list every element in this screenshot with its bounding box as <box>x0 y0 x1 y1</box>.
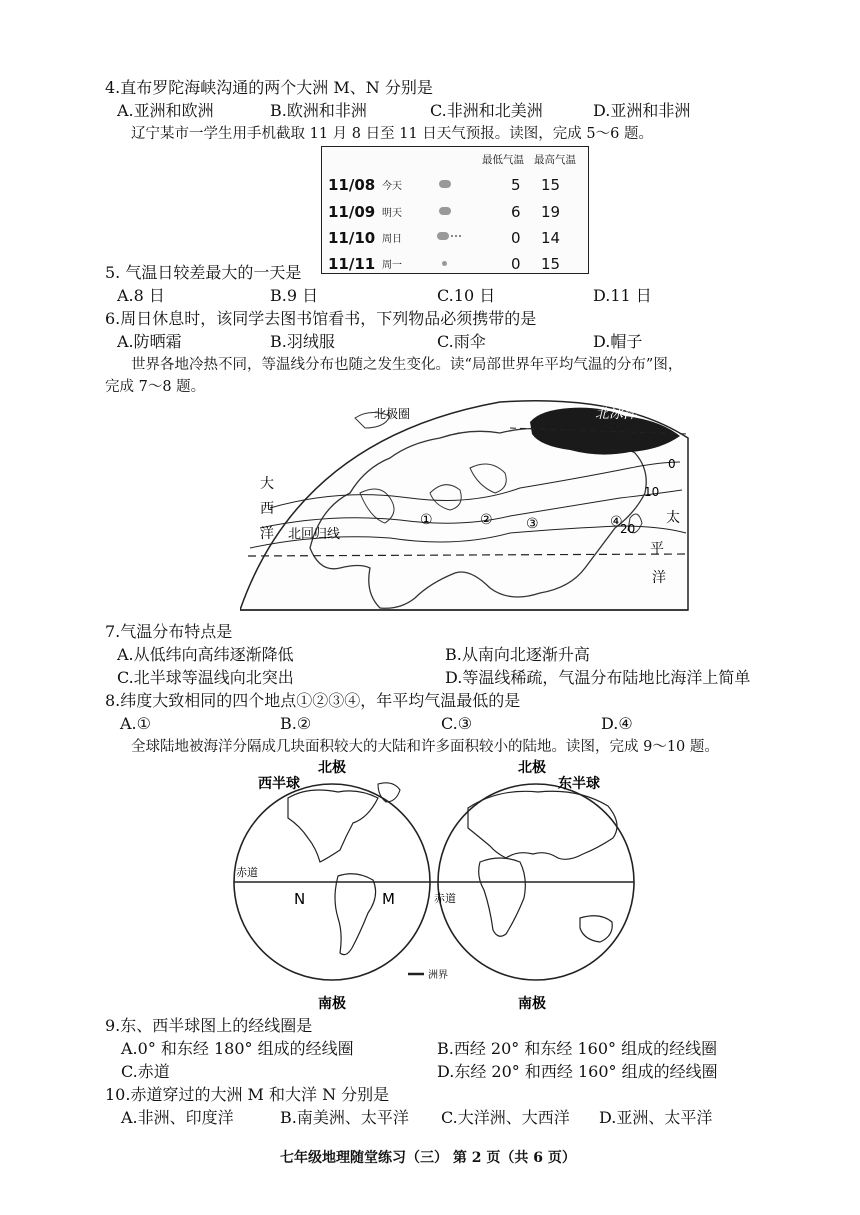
q4-option-a: A.亚洲和欧洲 <box>117 101 214 120</box>
map-label-pacific-2: 平 <box>650 541 664 557</box>
weather-high-3: 14 <box>541 229 561 247</box>
ocean-label-N: N <box>294 890 306 908</box>
isotherm-label-0: 0 <box>668 457 676 471</box>
cloudy-icon <box>439 180 451 188</box>
weather-day-1: 今天 <box>382 181 402 192</box>
weather-low-3: 0 <box>511 229 521 247</box>
q5-option-a: A.8 日 <box>117 286 165 305</box>
sunny-icon <box>442 261 447 266</box>
weather-date-4: 11/11 <box>328 255 376 273</box>
weather-high-2: 19 <box>541 203 561 221</box>
header-low-temp: 最低气温 <box>482 154 524 166</box>
q8-option-c: C.③ <box>441 714 473 733</box>
q8-option-b: B.② <box>280 714 312 733</box>
map-point-3: ③ <box>526 516 539 532</box>
q6-stem: 6.周日休息时，该同学去图书馆看书，下列物品必须携带的是 <box>105 309 537 328</box>
weather-date-1: 11/08 <box>328 176 376 194</box>
q7-option-b: B.从南向北逐渐升高 <box>445 645 590 664</box>
map-point-2: ② <box>480 512 493 528</box>
q6-option-a: A.防晒霜 <box>117 332 182 351</box>
q9-option-b: B.西经 20° 和东经 160° 组成的经线圈 <box>437 1039 718 1058</box>
q6-option-c: C.雨伞 <box>437 332 486 351</box>
map-point-1: ① <box>420 512 433 528</box>
q10-option-c: C.大洋洲、大西洋 <box>441 1108 570 1127</box>
q4-option-d: D.亚洲和非洲 <box>593 101 691 120</box>
north-pole-label-west: 北极 <box>318 760 346 776</box>
south-pole-label-west: 南极 <box>318 996 346 1012</box>
isotherm-label-20: 20 <box>620 522 636 536</box>
q8-option-d: D.④ <box>601 714 633 733</box>
weather-day-4: 周一 <box>382 260 402 271</box>
intro-5-6: 辽宁某市一学生用手机截取 11 月 8 日至 11 日天气预报。读图，完成 5～6 题。 <box>131 126 653 142</box>
weather-day-2: 明天 <box>382 208 402 219</box>
q5-option-c: C.10 日 <box>437 286 496 305</box>
map-label-tropic: 北回归线 <box>288 527 341 542</box>
q10-option-a: A.非洲、印度洋 <box>121 1108 234 1127</box>
map-label-arctic-ocean: 北冰洋 <box>595 406 637 422</box>
page-footer: 七年级地理随堂练习（三） 第 2 页（共 6 页） <box>280 1150 576 1166</box>
q10-option-d: D.亚洲、太平洋 <box>599 1108 713 1127</box>
map-label-pacific-3: 洋 <box>652 570 666 586</box>
east-hemisphere-label: 东半球 <box>558 776 600 792</box>
continent-label-M: M <box>382 890 395 908</box>
weather-forecast-panel <box>321 146 589 274</box>
q9-option-a: A.0° 和东经 180° 组成的经线圈 <box>121 1039 354 1058</box>
isotherm-label-10: 10 <box>644 485 660 499</box>
weather-high-4: 15 <box>541 255 561 273</box>
map-label-atlantic-3: 洋 <box>260 526 274 542</box>
q10-stem: 10.赤道穿过的大洲 M 和大洋 N 分别是 <box>105 1085 390 1104</box>
south-pole-label-east: 南极 <box>518 996 546 1012</box>
q8-stem: 8.纬度大致相同的四个地点①②③④，年平均气温最低的是 <box>105 691 521 710</box>
q7-option-d: D.等温线稀疏，气温分布陆地比海洋上简单 <box>445 668 751 687</box>
q4-option-c: C.非洲和北美洲 <box>430 101 543 120</box>
snow-icon <box>437 232 449 240</box>
legend-boundary-label: 洲界 <box>428 970 448 981</box>
map-label-atlantic-1: 大 <box>260 476 274 492</box>
weather-low-4: 0 <box>511 255 521 273</box>
map-label-arctic-circle: 北极圈 <box>374 407 411 421</box>
weather-low-2: 6 <box>511 203 521 221</box>
q8-option-a: A.① <box>120 714 151 733</box>
q7-option-c: C.北半球等温线向北突出 <box>117 668 294 687</box>
q6-option-d: D.帽子 <box>593 332 643 351</box>
q6-option-b: B.羽绒服 <box>270 332 335 351</box>
q7-stem: 7.气温分布特点是 <box>105 622 233 641</box>
q9-stem: 9.东、西半球图上的经线圈是 <box>105 1016 313 1035</box>
q5-option-d: D.11 日 <box>593 286 652 305</box>
weather-day-3: 周日 <box>382 234 402 245</box>
map-label-pacific-1: 太 <box>666 510 680 526</box>
weather-date-2: 11/09 <box>328 203 376 221</box>
equator-label-west: 赤道 <box>236 866 258 879</box>
q4-option-b: B.欧洲和非洲 <box>270 101 367 120</box>
weather-low-1: 5 <box>511 176 521 194</box>
intro-7-8-line2: 完成 7～8 题。 <box>105 379 206 395</box>
q10-option-b: B.南美洲、太平洋 <box>280 1108 409 1127</box>
equator-label-east: 赤道 <box>434 892 456 905</box>
header-high-temp: 最高气温 <box>534 154 576 166</box>
weather-date-3: 11/10 <box>328 229 376 247</box>
west-hemisphere-label: 西半球 <box>258 776 300 792</box>
map-point-4: ④ <box>610 514 623 530</box>
temperature-distribution-map <box>240 398 690 612</box>
north-pole-label-east: 北极 <box>518 760 546 776</box>
weather-high-1: 15 <box>541 176 561 194</box>
q9-option-d: D.东经 20° 和西经 160° 组成的经线圈 <box>437 1062 718 1081</box>
q5-option-b: B.9 日 <box>270 286 319 305</box>
intro-9-10: 全球陆地被海洋分隔成几块面积较大的大陆和许多面积较小的陆地。读图，完成 9～10 题。 <box>131 739 719 755</box>
q9-option-c: C.赤道 <box>121 1062 170 1081</box>
hemispheres-map <box>228 758 648 1016</box>
cloudy-icon <box>439 207 451 215</box>
map-label-atlantic-2: 西 <box>260 501 274 517</box>
q7-option-a: A.从低纬向高纬逐渐降低 <box>117 645 294 664</box>
q4-stem: 4.直布罗陀海峡沟通的两个大洲 M、N 分别是 <box>105 78 433 97</box>
intro-7-8-line1: 世界各地冷热不同，等温线分布也随之发生变化。读“局部世界年平均气温的分布”图， <box>131 357 683 373</box>
q5-stem: 5. 气温日较差最大的一天是 <box>105 263 302 282</box>
